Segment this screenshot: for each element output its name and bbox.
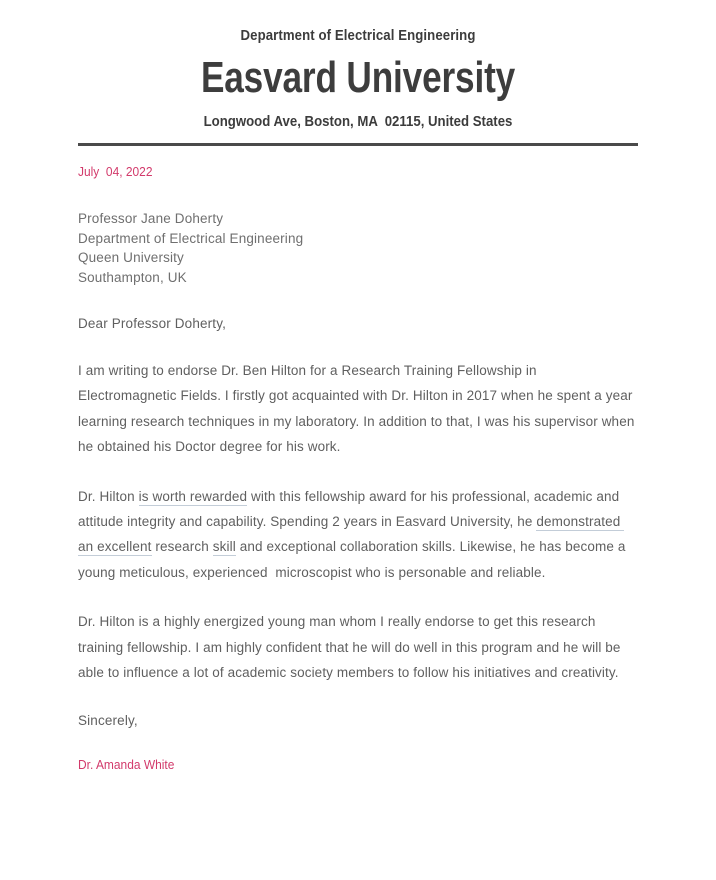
body-paragraph-3: Dr. Hilton is a highly energized young man whom I really endorse to get this research training fellowship. I am highly confident that he will do well in this program and he will be able to influence a lot of academic society members to follow his initiatives and creativity. xyxy=(78,614,625,681)
salutation: Dear Professor Doherty, xyxy=(78,316,227,331)
letter-body xyxy=(0,164,716,773)
grammar-suggestion-1: is worth rewarded xyxy=(138,488,248,504)
body-paragraph-2 xyxy=(78,484,638,586)
paragraph-2-segment-a: Dr. Hilton xyxy=(78,488,139,504)
letterhead-address: Longwood Ave, Boston, MA 02115, United States xyxy=(203,113,513,130)
letterhead xyxy=(0,0,716,132)
recipient-name: Professor Jane Doherty xyxy=(78,211,224,226)
signature-name: Dr. Amanda White xyxy=(78,757,175,773)
letter-date: July 04, 2022 xyxy=(78,164,153,179)
paragraph-2-segment-b: with this fellowship award for his professional, academic and attitude integrity and capability. Spending 2 years in Easvard University, he xyxy=(78,488,624,530)
letterhead-department: Department of Electrical Engineering xyxy=(240,27,476,44)
closing-salutation: Sincerely, xyxy=(78,713,138,729)
recipient-department: Department of Electrical Engineering xyxy=(78,230,304,246)
recipient-location: Southampton, UK xyxy=(78,269,187,285)
recipient-organization: Queen University xyxy=(78,250,184,265)
paragraph-2-segment-d: and exceptional collaboration skills. Likewise, he has become a young meticulous, experienced microscopist who is personable and reliable. xyxy=(78,539,630,580)
letterhead-university-name: Easvard University xyxy=(200,53,516,102)
body-paragraph-1: I am writing to endorse Dr. Ben Hilton for a Research Training Fellowship in Electromagnetic Fields. I firstly got acquainted with Dr. Hilton in 2017 when he spent a year learning research techniques in my laboratory. In addition to that, I was his supervisor when he obtained his Doctor degree for his work. xyxy=(78,363,639,455)
grammar-suggestion-3: skill xyxy=(212,539,236,555)
recipient-block xyxy=(78,209,638,287)
paragraph-2-segment-c: research xyxy=(151,539,213,555)
grammar-suggestion-2: demonstrated an excellent xyxy=(78,514,625,555)
header-divider xyxy=(78,143,638,146)
